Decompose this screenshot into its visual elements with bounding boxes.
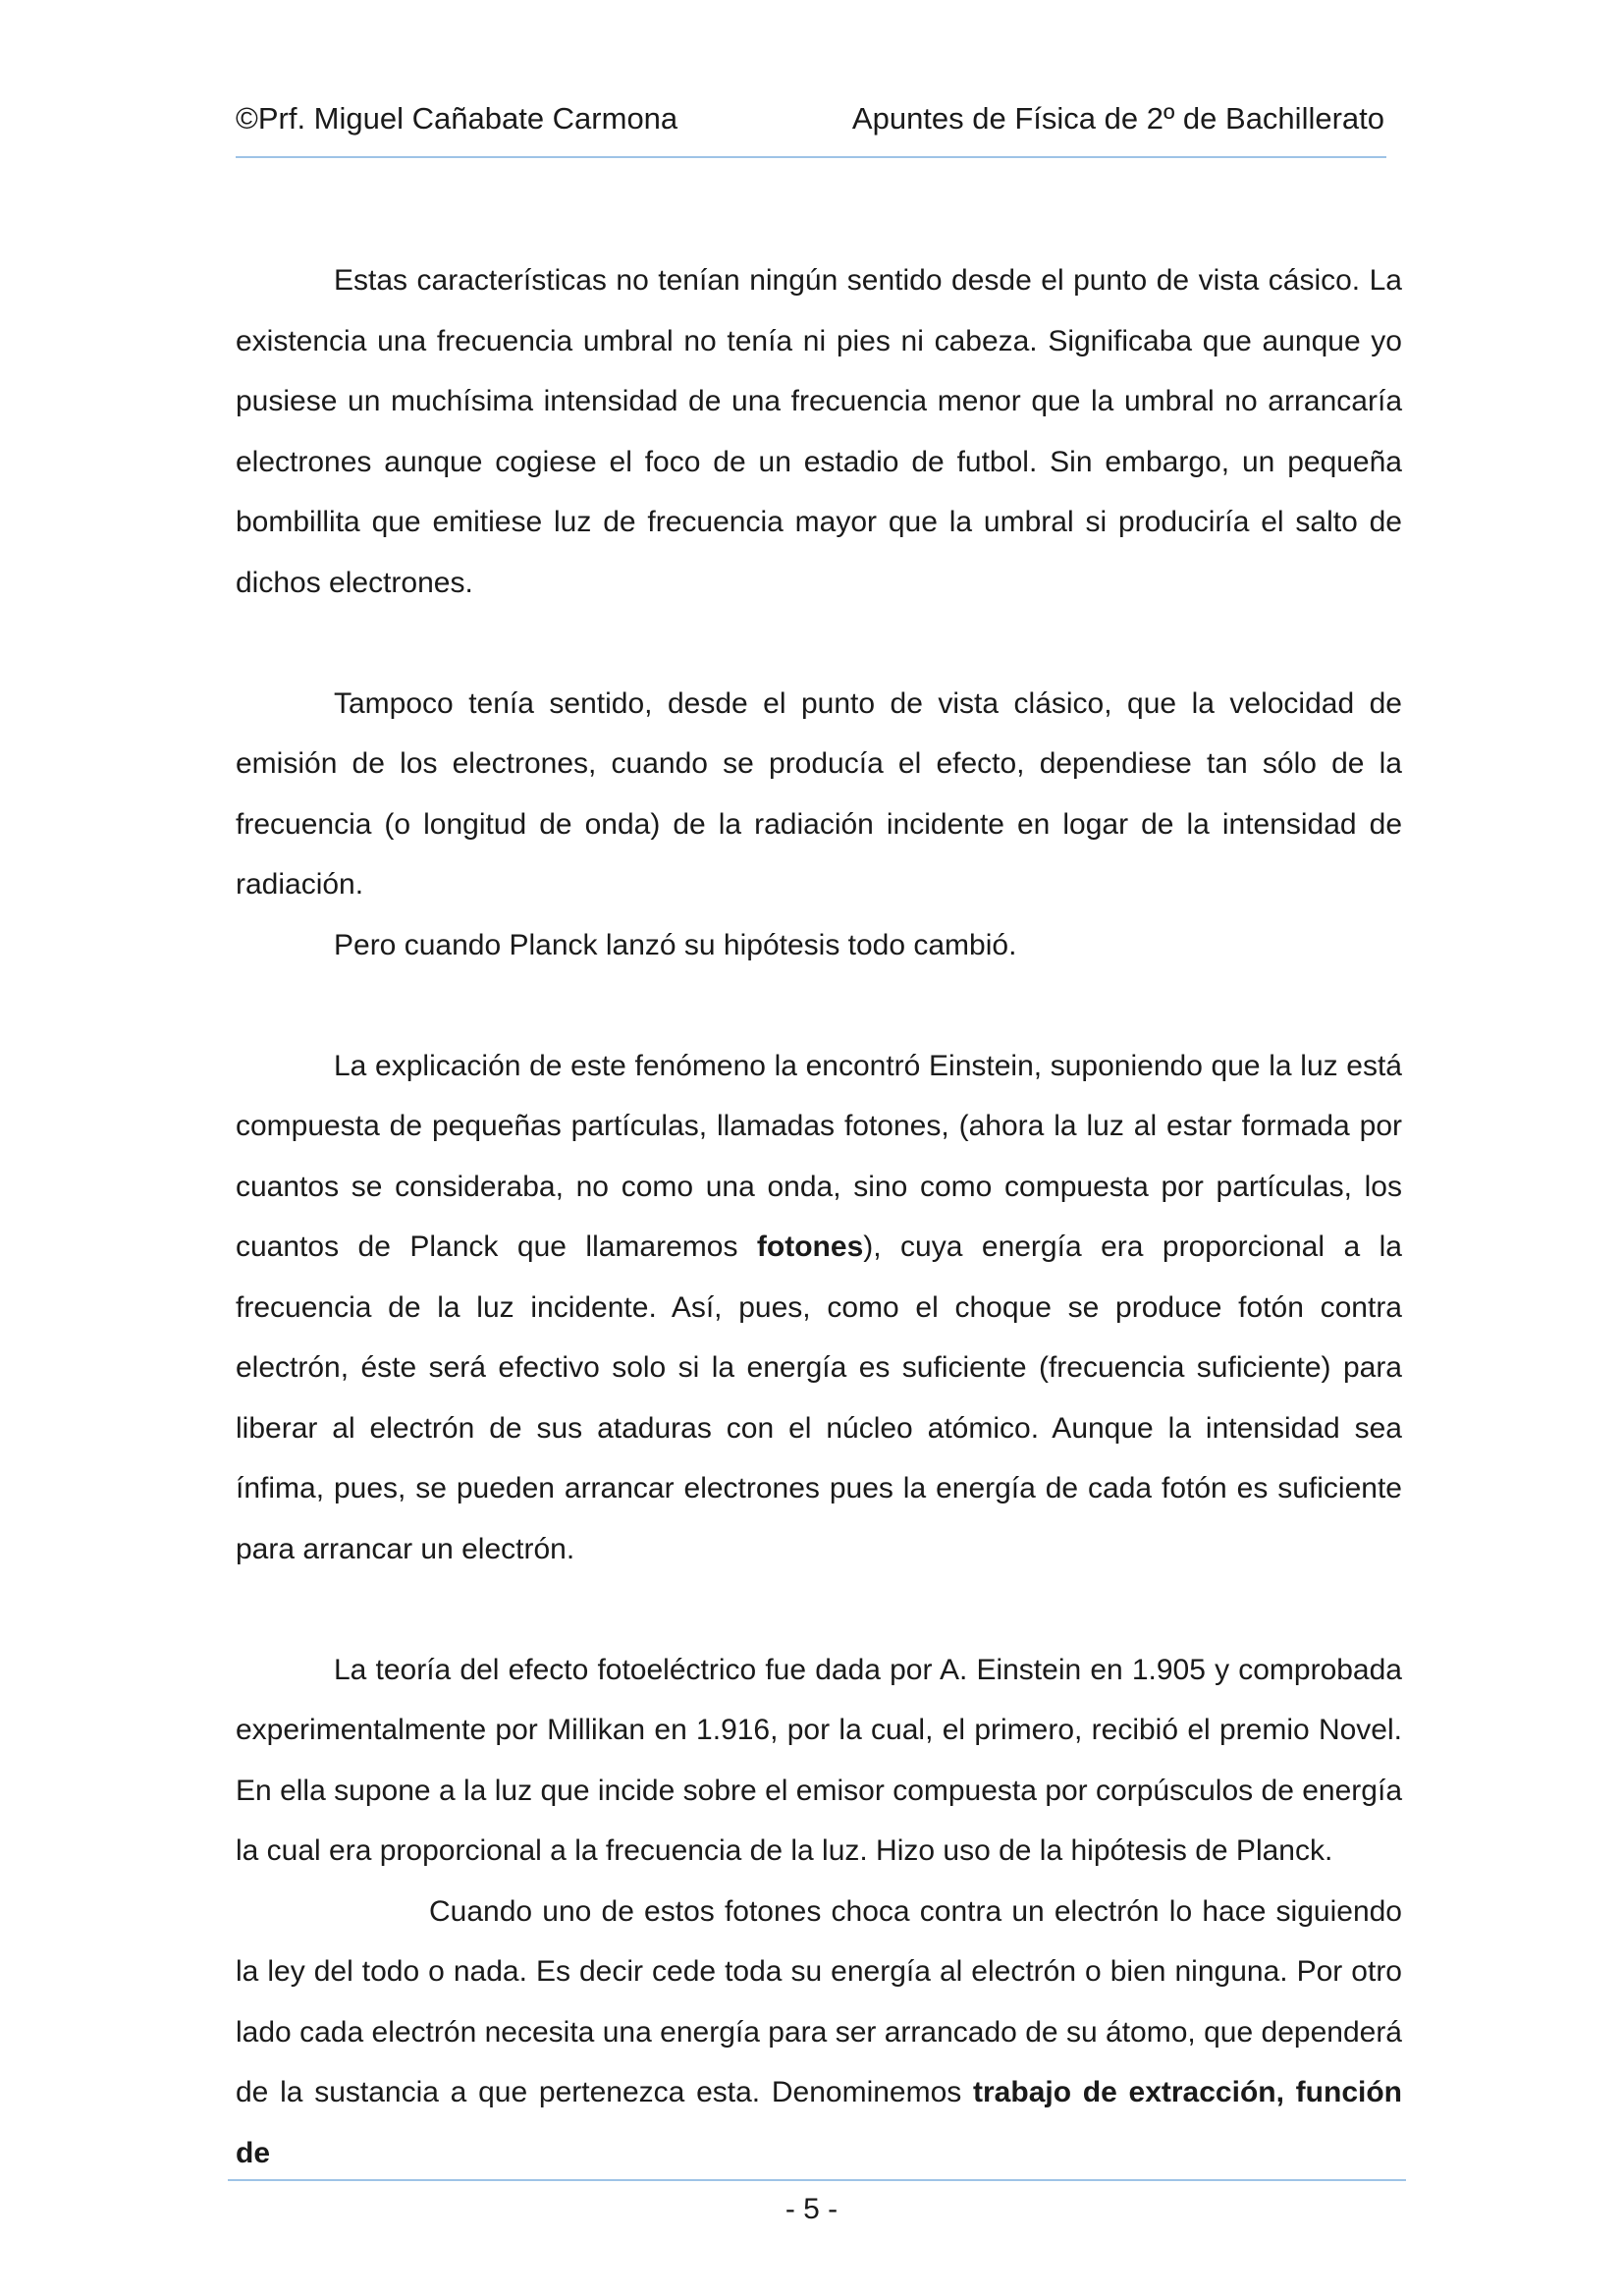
- paragraph-text: La explicación de este fenómeno la encontró Einstein, suponiendo que la luz está compuesta de pequeñas partículas, llamadas fotones, (ahora la luz al estar formada por cuantos se consideraba, no como una onda, sino como compuesta por partículas, los cuantos de Planck que llamaremos: [236, 1049, 1402, 1263]
- bold-term-fotones: fotones: [756, 1230, 864, 1263]
- page-header: [236, 94, 1384, 143]
- paragraph-einstein-explanation: [236, 1036, 1402, 1580]
- paragraph-text: Cuando uno de estos fotones choca contra un electrón lo hace siguiendo la ley del todo o nada. Es decir cede toda su energía al electrón o bien ninguna. Por otro lado cada electrón necesita una energía para ser arrancado de su átomo, que dependerá de la sustancia a que pertenezca esta. Denominemos: [236, 1894, 1402, 2108]
- paragraph-text: Estas características no tenían ningún sentido desde el punto de vista cásico. La existencia una frecuencia umbral no tenía ni pies ni cabeza. Significaba que aunque yo pusiese un muchísima intensidad de una frecuencia menor que la umbral no arrancaría electrones aunque cogiese el foco de un estadio de futbol. Sin embargo, un pequeña bombillita que emitiese luz de frecuencia mayor que la umbral si produciría el salto de dichos electrones.: [236, 264, 1402, 599]
- paragraph-text: La teoría del efecto fotoeléctrico fue dada por A. Einstein en 1.905 y comprobada experimentalmente por Millikan en 1.916, por la cual, el primero, recibió el premio Novel. En ella supone a la luz que incide sobre el emisor compuesta por corpúsculos de energía la cual era proporcional a la frecuencia de la luz. Hizo uso de la hipótesis de Planck.: [236, 1653, 1402, 1867]
- page-number: - 5 -: [784, 2193, 839, 2225]
- paragraph-text: Tampoco tenía sentido, desde el punto de vista clásico, que la velocidad de emisión de los electrones, cuando se producía el efecto, dependiese tan sólo de la frecuencia (o longitud de onda) de la radiación incidente en logar de la intensidad de radiación.: [236, 686, 1402, 901]
- paragraph-classical-threshold: [236, 250, 1402, 613]
- paragraph-emission-velocity: [236, 674, 1402, 915]
- header-course-title: Apuntes de Física de 2º de Bachillerato: [851, 101, 1384, 136]
- header-author: ©Prf. Miguel Cañabate Carmona: [236, 101, 678, 136]
- footer-divider: [228, 2179, 1406, 2181]
- paragraph-all-or-nothing: [236, 1882, 1402, 2184]
- document-body: [236, 250, 1402, 2183]
- paragraph-text: Pero cuando Planck lanzó su hipótesis todo cambió.: [334, 928, 1017, 961]
- paragraph-text: ), cuya energía era proporcional a la frecuencia de la luz incidente. Así, pues, como el choque se produce fotón contra electrón, éste será efectivo solo si la energía es suficiente (frecuencia suficiente) para liberar al electrón de sus ataduras con el núcleo atómico. Aunque la intensidad sea ínfima, pues, se pueden arrancar electrones pues la energía de cada fotón es suficiente para arrancar un electrón.: [236, 1230, 1402, 1565]
- paragraph-planck-hypothesis: [236, 915, 1402, 976]
- bold-term-work-function: trabajo de extracción, función de: [236, 2076, 1402, 2169]
- paragraph-photoelectric-theory: [236, 1640, 1402, 1882]
- header-divider: [236, 156, 1386, 158]
